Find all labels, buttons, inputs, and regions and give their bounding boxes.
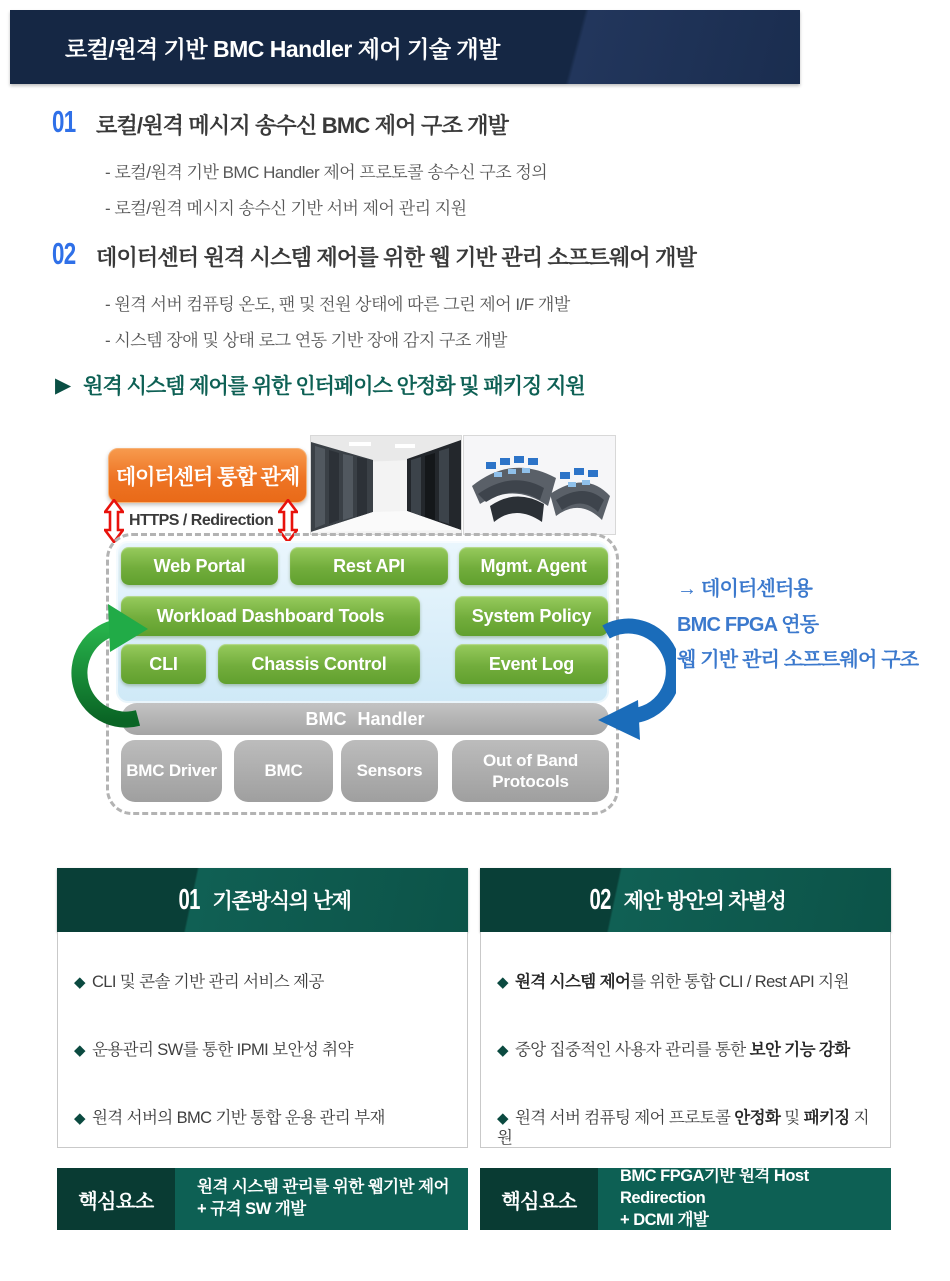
panel-item-text: 중앙 집중적인 사용자 관리를 통한 [514,1040,750,1059]
key-element-row-left [57,1168,468,1230]
bmc-handler-label: BMC Handler [305,708,425,729]
panel-number: 01 [178,883,200,916]
datacenter-control-box [108,448,307,503]
key-element-line: + DCMI 개발 [620,1210,709,1229]
module-rest-api [290,547,448,585]
panel-title: 기존방식의 난제 [212,890,351,913]
section-bullet: - 로컬/원격 기반 BMC Handler 제어 프로토콜 송수신 구조 정의 [105,163,548,182]
page-title: 로컬/원격 기반 BMC Handler 제어 기술 개발 [65,35,500,62]
panel-item-text: 를 위한 통합 CLI / Rest API 지원 [630,973,849,991]
key-element-line: BMC FPGA기반 원격 Host Redirection [620,1167,809,1208]
module-bmc-driver [121,740,222,802]
module-sensors [341,740,438,802]
key-element-label-text: 핵심요소 [501,1190,577,1213]
module-label: Event Log [488,653,575,674]
section-bullet: - 시스템 장애 및 상태 로그 연동 기반 장애 감지 구조 개발 [105,331,507,350]
annotation-line: BMC FPGA 연동 [677,613,819,636]
panel-item [74,1040,451,1061]
panel-item [497,1040,874,1061]
section-02 [52,238,696,351]
module-event-log [455,644,608,684]
server-room-photo [310,435,462,535]
annotation-line: → 데이터센터용 [677,578,813,600]
https-redirection-label: HTTPS / Redirection [129,512,274,529]
feature-heading [55,370,585,400]
module-chassis-control [218,644,420,684]
section-title: 로컬/원격 메시지 송수신 BMC 제어 구조 개발 [96,113,509,138]
module-bmc [234,740,333,802]
section-bullet: - 원격 서버 컴퓨팅 온도, 팬 및 전원 상태에 따른 그린 제어 I/F 개발 [105,295,570,314]
panel-item-text: 원격 시스템 제어 [514,973,631,991]
feature-heading-text: 원격 시스템 제어를 위한 인터페이스 안정화 및 패키징 지원 [83,375,585,398]
key-element-label [480,1168,598,1230]
control-room-illustration [464,436,615,534]
panel-item [497,1108,874,1149]
section-01 [52,106,547,219]
diamond-bullet-icon: ◆ [74,1109,85,1127]
panel-item-text: 패키징 [803,1108,850,1127]
key-element-body [175,1168,468,1230]
panel-title: 제안 방안의 차별성 [623,890,786,913]
key-element-label-text: 핵심요소 [78,1190,154,1213]
diamond-bullet-icon: ◆ [497,1109,508,1127]
diamond-bullet-icon: ◆ [74,1041,85,1059]
panel-item-text: 보안 기능 강화 [749,1040,850,1059]
module-out-of-band-protocols [452,740,609,802]
module-system-policy [455,596,608,636]
diamond-bullet-icon: ◆ [497,1041,508,1059]
panel-item-text: 지원 [497,1108,869,1148]
key-element-line: 원격 시스템 관리를 위한 웹기반 제어 [197,1178,450,1197]
panel-item-text: CLI 및 콘솔 기반 관리 서비스 제공 [91,973,324,991]
panel-item [497,972,874,993]
module-workload-dashboard-tools [121,596,420,636]
diamond-bullet-icon: ◆ [497,974,508,991]
panel-body-existing-issues [57,932,468,1148]
panel-body-proposal-differentiation [480,932,891,1148]
module-web-portal [121,547,278,585]
panel-item-text: 및 [780,1108,804,1127]
section-number: 01 [52,104,76,139]
panel-item-text: 원격 서버 컴퓨팅 제어 프로토콜 [514,1108,735,1127]
panel-item [74,972,451,993]
server-room-illustration [311,436,461,534]
key-element-row-right [480,1168,891,1230]
panel-item-text: 원격 서버의 BMC 기반 통합 운용 관리 부재 [91,1108,385,1127]
module-label: Rest API [333,555,405,576]
key-element-label [57,1168,175,1230]
datacenter-control-label: 데이터센터 통합 관제 [115,465,300,489]
panel-header-proposal-differentiation [480,868,891,932]
diamond-bullet-icon: ◆ [74,974,85,991]
bmc-handler-bar [121,703,609,735]
annotation-line: 웹 기반 관리 소프트웨어 구조 [677,649,919,672]
key-element-body [598,1168,891,1230]
triangle-marker-icon: ▶ [55,373,72,397]
panel-header-existing-issues [57,868,468,932]
key-element-line: + 규격 SW 개발 [197,1200,306,1218]
module-label: Web Portal [153,555,246,576]
panel-number: 02 [589,883,612,916]
section-number: 02 [52,236,76,271]
architecture-diagram [0,430,950,830]
title-banner [10,10,800,84]
panel-item-text: 운용관리 SW를 통한 IPMI 보안성 취약 [91,1040,353,1059]
panel-item [74,1108,451,1129]
module-label: Mgmt. Agent [480,555,587,576]
module-label: Workload Dashboard Tools [156,605,385,626]
section-title: 데이터센터 원격 시스템 제어를 위한 웹 기반 관리 소프트웨어 개발 [96,245,697,270]
module-label: CLI [149,653,178,674]
module-label: System Policy [471,605,592,626]
module-label: Out of Band Protocols [482,750,579,791]
panel-item-text: 안정화 [734,1108,781,1127]
green-flow-arrow-icon [50,598,150,746]
module-label: BMC Driver [126,761,217,781]
section-bullet: - 로컬/원격 메시지 송수신 기반 서버 제어 관리 지원 [105,199,467,218]
control-room-photo [463,435,616,535]
module-label: Chassis Control [251,653,387,674]
module-mgmt-agent [459,547,608,585]
diagram-annotation [677,572,947,679]
module-label: Sensors [356,761,423,781]
module-label: BMC [264,761,303,781]
blue-flow-arrow-icon [596,616,676,751]
